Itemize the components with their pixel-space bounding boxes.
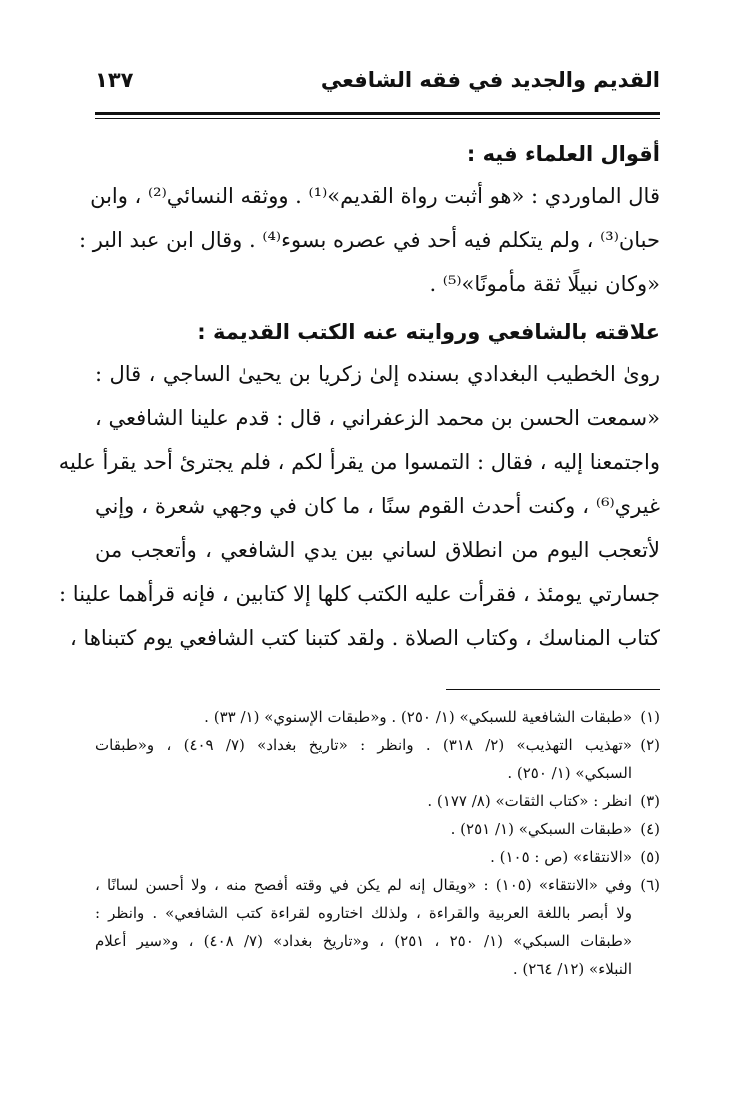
header-rule-thin — [95, 118, 660, 119]
footnote-line: ولا أبصر باللغة العربية والقراءة ، ولذلك اختاروه لقراءة كتب الشافعي» . وانظر : — [95, 904, 632, 922]
text-line: روىٰ الخطيب البغدادي بسنده إلىٰ زكريا بن يحيىٰ الساجي ، قال : — [95, 362, 660, 386]
footnote — [95, 731, 660, 787]
footnote — [95, 787, 660, 815]
footnote — [95, 871, 660, 983]
footnote-line: «طبقات السبكي» (١/ ٢٥١) . — [450, 820, 632, 838]
footnote — [95, 843, 660, 871]
footnote-text — [95, 703, 632, 731]
paragraph — [58, 352, 660, 660]
page-number: ١٣٧ — [95, 68, 134, 92]
footnote-number: (٤) — [640, 820, 660, 838]
footnote-text — [95, 731, 632, 787]
footnote-line: «طبقات السبكي» (١/ ٢٥٠ ، ٢٥١) ، و«تاريخ بغداد» (٧/ ٤٠٨) ، و«سير أعلام — [95, 932, 633, 950]
running-title: القديم والجديد في فقه الشافعي — [320, 68, 660, 92]
footnote-number: (١) — [640, 708, 660, 726]
text-line: كتاب المناسك ، وكتاب الصلاة . ولقد كتبنا كتب الشافعي يوم كتبناها ، — [69, 626, 660, 650]
footnote-line: «طبقات الشافعية للسبكي» (١/ ٢٥٠) . و«طبقات الإسنوي» (١/ ٣٣) . — [204, 708, 632, 726]
section-heading: أقوال العلماء فيه : — [466, 142, 660, 166]
footnote-text — [95, 843, 632, 871]
footnote — [95, 815, 660, 843]
main-text — [58, 128, 660, 660]
text-line: جسارتي يومئذ ، فقرأت عليه الكتب كلها إلا كتابين ، فإنه قرأهما علينا : — [59, 582, 660, 606]
text-line: «سمعت الحسن بن محمد الزعفراني ، قال : قدم علينا الشافعي ، — [95, 406, 660, 430]
footnote-number: (٦) — [640, 876, 660, 894]
section-relation-with-shafii — [58, 320, 660, 660]
text-line: «وكان نبيلًا ثقة مأمونًا»⁽⁵⁾ . — [429, 272, 660, 296]
text-line: قال الماوردي : «هو أثبت رواة القديم»⁽¹⁾ . ووثقه النسائي⁽²⁾ ، وابن — [90, 184, 660, 208]
footnote-text — [95, 815, 632, 843]
section-heading: علاقته بالشافعي وروايته عنه الكتب القديمة : — [197, 320, 660, 344]
text-line: غيري⁽⁶⁾ ، وكنت أحدث القوم سنًا ، ما كان في وجهي شعرة ، وإني — [95, 494, 660, 518]
footnote-line: انظر : «كتاب الثقات» (٨/ ١٧٧) . — [427, 792, 632, 810]
header-rule-thick — [95, 112, 660, 115]
footnote — [95, 703, 660, 731]
page-header — [95, 64, 660, 110]
footnote-text — [95, 871, 632, 983]
paragraph — [78, 174, 660, 306]
footnote-separator — [446, 689, 660, 690]
text-line: حبان⁽³⁾ ، ولم يتكلم فيه أحد في عصره بسوء⁽⁴⁾ . وقال ابن عبد البر : — [78, 228, 660, 252]
footnote-number: (٣) — [640, 792, 660, 810]
footnote-line: السبكي» (١/ ٢٥٠) . — [507, 764, 632, 782]
section-scholars-opinions — [78, 142, 660, 306]
footnote-number: (٥) — [640, 848, 660, 866]
footnote-line: «الانتقاء» (ص : ١٠٥) . — [490, 848, 632, 866]
footnote-line: النبلاء» (١٢/ ٢٦٤) . — [512, 960, 632, 978]
footnote-line: وفي «الانتقاء» (١٠٥) : «ويقال إنه لم يكن في وقته أفصح منه ، ولا أحسن لسانًا ، — [95, 876, 632, 894]
text-line: واجتمعنا إليه ، فقال : التمسوا من يقرأ لكم ، فلم يجترئ أحد يقرأ عليه — [58, 450, 660, 474]
footnote-number: (٢) — [640, 736, 660, 754]
footnote-line: «تهذيب التهذيب» (٢/ ٣١٨) . وانظر : «تاريخ بغداد» (٧/ ٤٠٩) ، و«طبقات — [95, 736, 632, 754]
text-line: لأتعجب اليوم من انطلاق لساني بين يدي الشافعي ، وأتعجب من — [95, 538, 660, 562]
footnotes — [95, 703, 660, 983]
footnote-text — [95, 787, 632, 815]
